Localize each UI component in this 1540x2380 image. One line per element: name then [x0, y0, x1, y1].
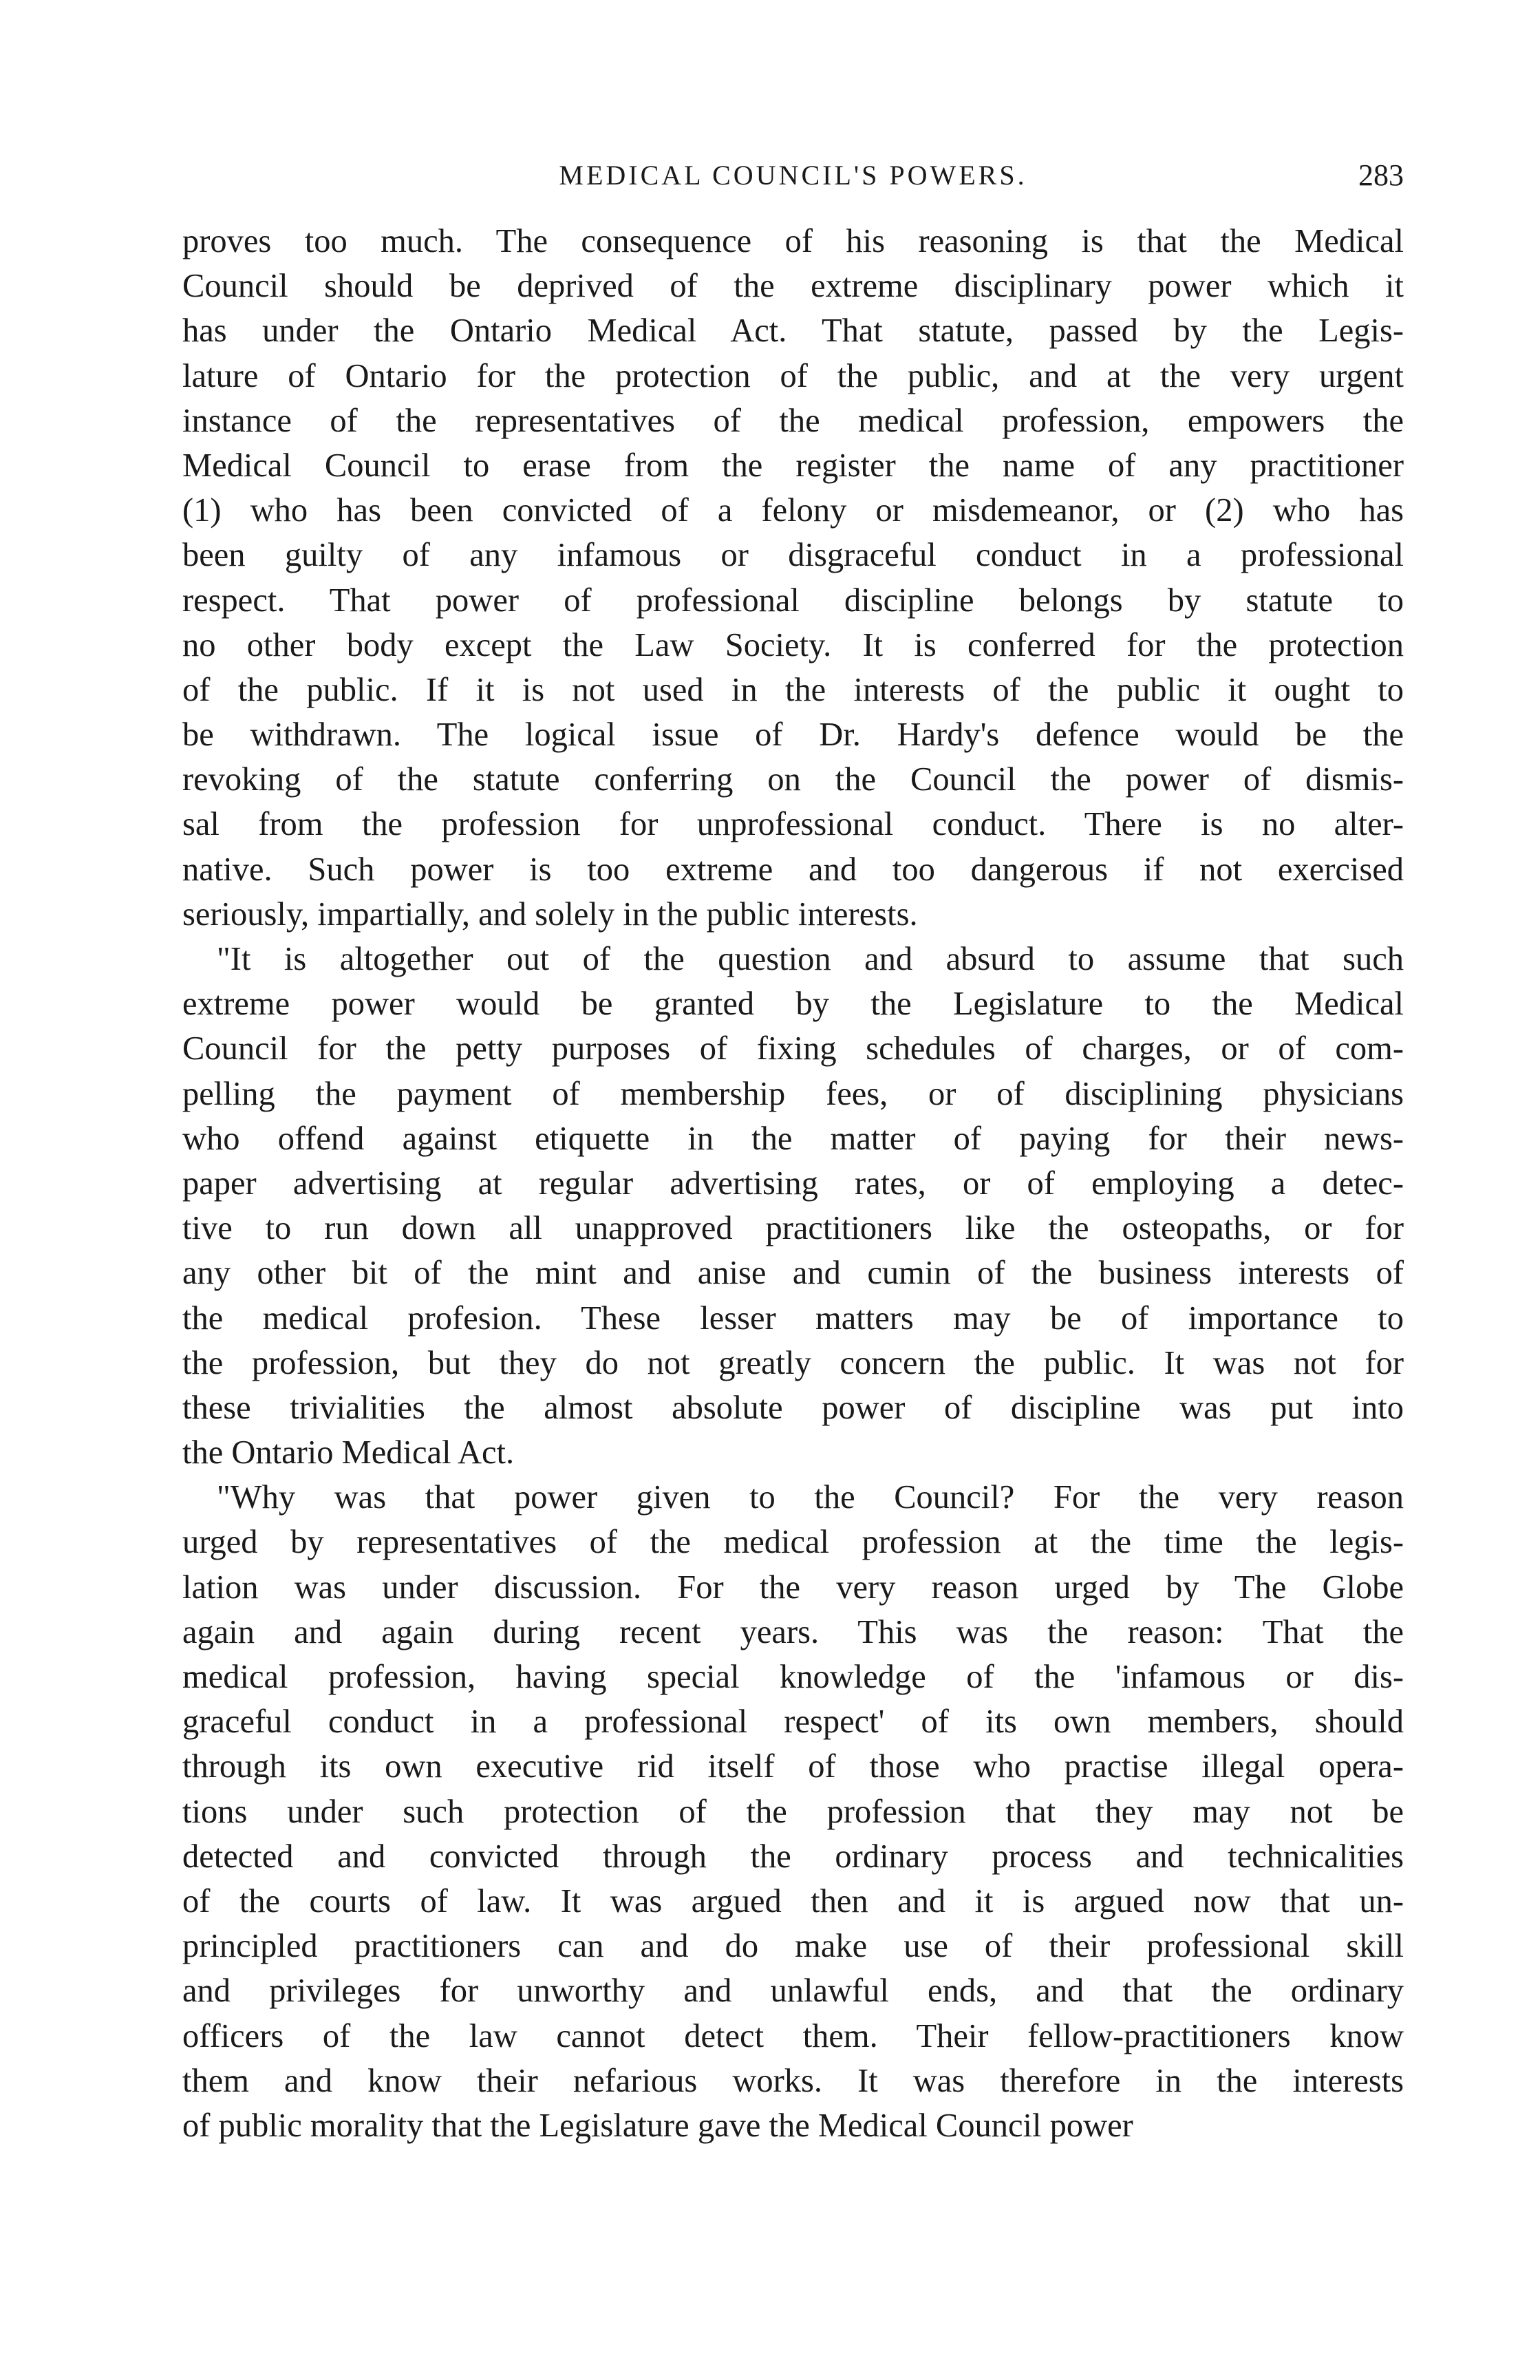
text-line: pelling the payment of membership fees, or of disciplining physicians: [182, 1075, 1404, 1112]
text-line: urged by representatives of the medical profession at the time the legis-: [182, 1524, 1404, 1561]
text-line: graceful conduct in a professional respect' of its own members, should: [182, 1703, 1404, 1741]
text-line: tive to run down all unapproved practitioners like the osteopaths, or for: [182, 1210, 1404, 1247]
text-line: tions under such protection of the profession that they may not be: [182, 1793, 1404, 1830]
page-number: 283: [1358, 158, 1404, 192]
text-line: seriously, impartially, and solely in the public interests.: [182, 895, 918, 933]
text-line: paper advertising at regular advertising rates, or of employing a detec-: [182, 1165, 1404, 1202]
text-line: has under the Ontario Medical Act. That statute, passed by the Legis-: [182, 312, 1404, 350]
paragraph: [182, 219, 1404, 937]
text-line: the profession, but they do not greatly concern the public. It was not for: [182, 1344, 1404, 1381]
text-line: and privileges for unworthy and unlawful ends, and that the ordinary: [182, 1973, 1404, 2010]
text-line: (1) who has been convicted of a felony or misdemeanor, or (2) who has: [182, 492, 1404, 529]
text-line: of the public. If it is not used in the interests of the public it ought to: [182, 671, 1404, 708]
body-text: [182, 219, 1404, 2148]
text-line: Council for the petty purposes of fixing schedules of charges, or of com-: [182, 1030, 1404, 1067]
text-line: these trivialities the almost absolute power of discipline was put into: [182, 1389, 1404, 1426]
text-line: of public morality that the Legislature gave the Medical Council power: [182, 2107, 1133, 2144]
running-title: MEDICAL COUNCIL'S POWERS.: [559, 160, 1027, 191]
text-line: instance of the representatives of the medical profession, empowers the: [182, 402, 1404, 439]
text-line: Council should be deprived of the extreme disciplinary power which it: [182, 268, 1404, 305]
text-line: lation was under discussion. For the very reason urged by The Globe: [182, 1569, 1404, 1606]
text-line: who offend against etiquette in the matter of paying for their news-: [182, 1120, 1404, 1157]
text-line: "Why was that power given to the Council? For the very reason: [217, 1479, 1404, 1516]
text-line: medical profession, having special knowledge of the 'infamous or dis-: [182, 1659, 1404, 1695]
text-line: be withdrawn. The logical issue of Dr. Hardy's defence would be the: [182, 716, 1404, 754]
text-line: again and again during recent years. This was the reason: That the: [182, 1613, 1404, 1650]
text-line: of the courts of law. It was argued then and it is argued now that un-: [182, 1882, 1404, 1920]
paragraph: [182, 1475, 1404, 2148]
text-line: extreme power would be granted by the Legislature to the Medical: [182, 986, 1404, 1023]
paragraph: [182, 937, 1404, 1475]
text-line: the medical profesion. These lesser matters may be of importance to: [182, 1299, 1404, 1337]
text-line: through its own executive rid itself of those who practise illegal opera-: [182, 1748, 1404, 1785]
text-line: officers of the law cannot detect them. Their fellow-practitioners know: [182, 2017, 1404, 2054]
text-line: any other bit of the mint and anise and cumin of the business interests of: [182, 1255, 1404, 1292]
text-line: detected and convicted through the ordinary process and technicalities: [182, 1838, 1404, 1875]
text-line: sal from the profession for unprofessional conduct. There is no alter-: [182, 806, 1404, 843]
text-line: proves too much. The consequence of his reasoning is that the Medical: [182, 223, 1404, 259]
text-line: Medical Council to erase from the register the name of any practitioner: [182, 447, 1404, 484]
text-line: the Ontario Medical Act.: [182, 1434, 515, 1471]
running-header: [182, 155, 1404, 196]
text-line: no other body except the Law Society. It is conferred for the protection: [182, 626, 1404, 663]
text-line: native. Such power is too extreme and too dangerous if not exercised: [182, 851, 1404, 888]
text-line: "It is altogether out of the question and absurd to assume that such: [217, 941, 1404, 977]
text-line: lature of Ontario for the protection of the public, and at the very urgent: [182, 357, 1404, 394]
text-line: revoking of the statute conferring on the Council the power of dismis-: [182, 761, 1404, 798]
text-line: principled practitioners can and do make use of their professional skill: [182, 1928, 1404, 1965]
text-line: them and know their nefarious works. It was therefore in the interests: [182, 2062, 1404, 2099]
text-line: been guilty of any infamous or disgraceful conduct in a professional: [182, 537, 1404, 574]
text-line: respect. That power of professional discipline belongs by statute to: [182, 582, 1404, 619]
